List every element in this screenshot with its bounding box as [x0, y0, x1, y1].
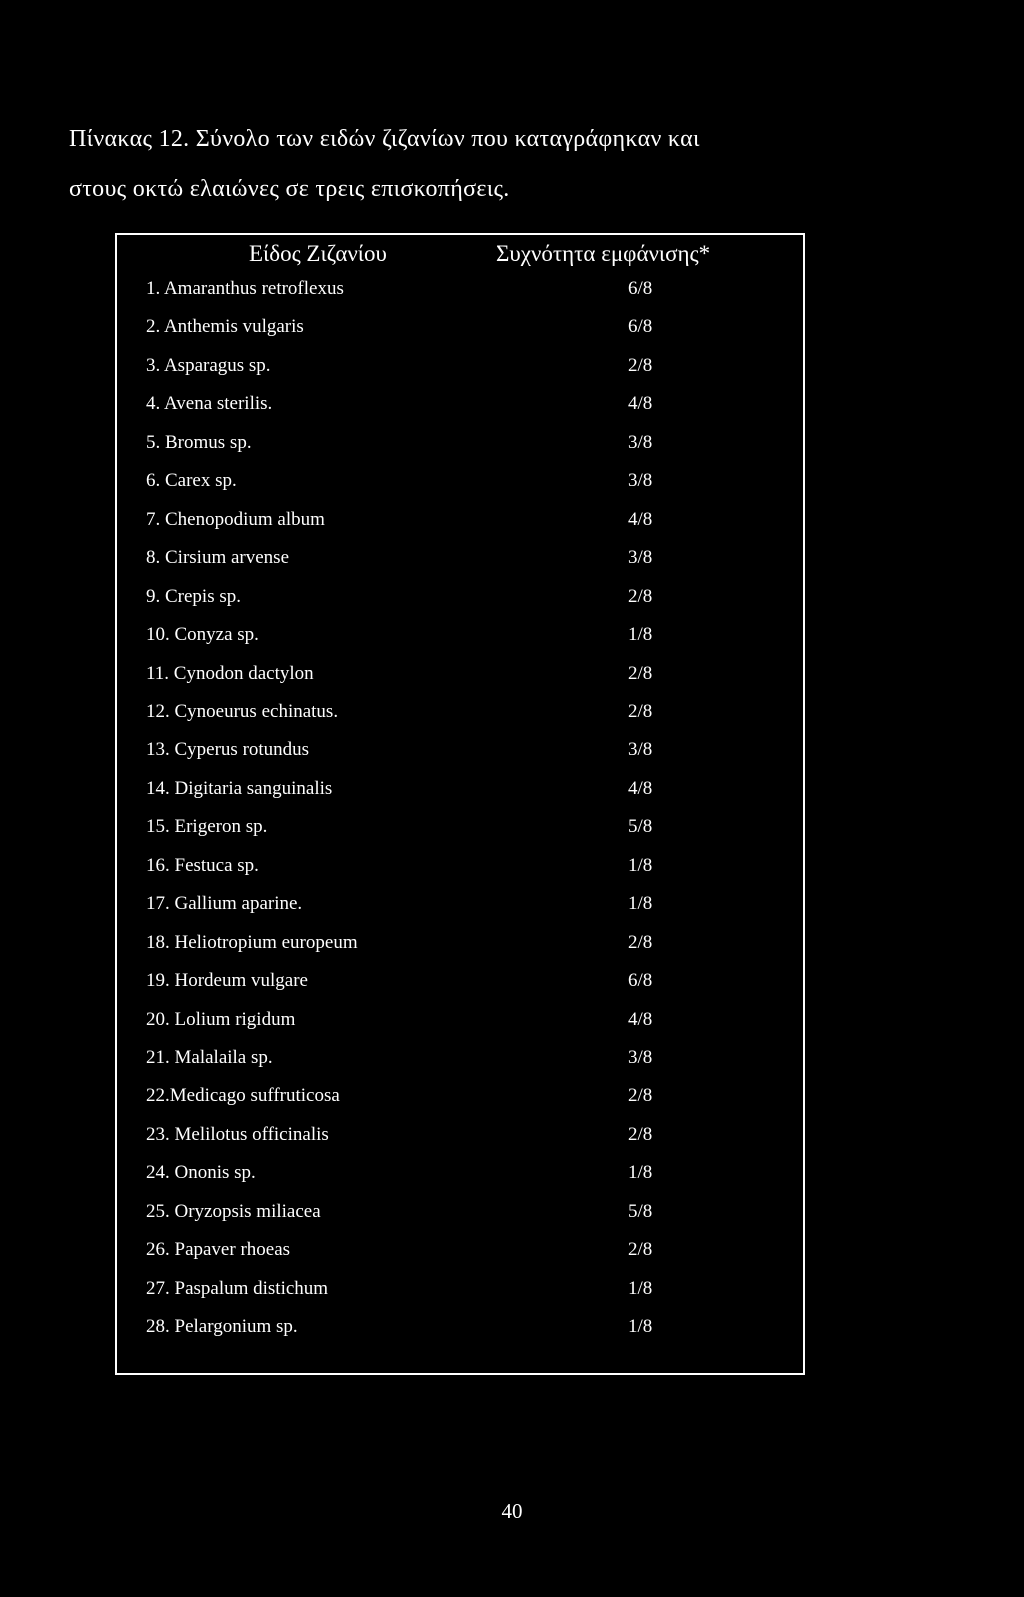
species-name: 2. Anthemis vulgaris: [146, 316, 304, 338]
table-row: [117, 1201, 803, 1239]
frequency-value: 1/8: [628, 1316, 653, 1338]
table-row: [117, 586, 803, 624]
species-name: 19. Hordeum vulgare: [146, 970, 308, 992]
frequency-value: 6/8: [628, 278, 653, 299]
species-name: 26. Papaver rhoeas: [146, 1239, 291, 1261]
frequency-value: 2/8: [628, 662, 653, 684]
species-name: 15. Erigeron sp.: [146, 816, 268, 838]
table-row: [117, 778, 803, 816]
frequency-value: 2/8: [628, 1239, 653, 1261]
table-row: [117, 970, 803, 1008]
species-name: 14. Digitaria sanguinalis: [146, 777, 333, 799]
frequency-value: 4/8: [628, 1008, 653, 1030]
species-name: 18. Heliotropium europeum: [146, 931, 358, 953]
table-row: [117, 893, 803, 931]
frequency-value: 3/8: [628, 1047, 653, 1068]
species-name: 27. Paspalum distichum: [146, 1277, 329, 1299]
table-caption-line-2: στους οκτώ ελαιώνες σε τρεις επισκοπήσεις.: [69, 176, 510, 202]
table-row: [117, 855, 803, 893]
species-name: 20. Lolium rigidum: [146, 1008, 296, 1030]
species-name: 6. Carex sp.: [146, 470, 237, 492]
table-row: [117, 470, 803, 508]
species-name: 8. Cirsium arvense: [146, 547, 290, 569]
frequency-value: 2/8: [628, 585, 653, 607]
species-name: 23. Melilotus officinalis: [146, 1123, 329, 1145]
frequency-value: 1/8: [628, 893, 653, 915]
frequency-value: 3/8: [628, 739, 653, 761]
species-name: 17. Gallium aparine.: [146, 893, 303, 915]
species-name: 3. Asparagus sp.: [146, 354, 271, 376]
species-name: 10. Conyza sp.: [146, 624, 259, 646]
table-row: [117, 1047, 803, 1085]
column-header-frequency: Συχνότητα εμφάνισης*: [496, 241, 711, 266]
column-header-species: Είδος Ζιζανίου: [249, 241, 387, 266]
frequency-value: 2/8: [628, 700, 653, 722]
frequency-value: 6/8: [628, 316, 653, 338]
frequency-value: 2/8: [628, 354, 653, 376]
frequency-value: 2/8: [628, 1085, 653, 1107]
species-name: 9. Crepis sp.: [146, 585, 241, 607]
frequency-value: 1/8: [628, 1162, 653, 1184]
table-row: [117, 701, 803, 739]
table-row: [117, 624, 803, 662]
table-row: [117, 1278, 803, 1316]
table-row: [117, 739, 803, 777]
frequency-value: 4/8: [628, 777, 653, 799]
frequency-value: 3/8: [628, 431, 653, 453]
species-name: 25. Oryzopsis miliacea: [146, 1200, 321, 1222]
table-row: [117, 278, 803, 316]
species-name: 13. Cyperus rotundus: [146, 739, 310, 761]
frequency-value: 3/8: [628, 470, 653, 492]
frequency-value: 1/8: [628, 624, 653, 646]
frequency-value: 5/8: [628, 1200, 653, 1222]
frequency-value: 4/8: [628, 393, 653, 415]
species-name: 4. Avena sterilis.: [146, 393, 273, 415]
table-row: [117, 932, 803, 970]
table-row: [117, 393, 803, 431]
table-row: [117, 1124, 803, 1162]
page-number: 40: [501, 1499, 523, 1523]
frequency-value: 5/8: [628, 816, 653, 838]
table-row: [117, 816, 803, 854]
table-row: [117, 316, 803, 354]
frequency-value: 2/8: [628, 931, 653, 953]
species-name: 28. Pelargonium sp.: [146, 1316, 298, 1338]
table-row: [117, 432, 803, 470]
frequency-value: 6/8: [628, 970, 653, 992]
table-row: [117, 547, 803, 585]
species-name: 24. Ononis sp.: [146, 1162, 256, 1184]
table-row: [117, 1085, 803, 1123]
species-name: 16. Festuca sp.: [146, 854, 259, 876]
weed-species-table: [115, 233, 805, 1375]
species-name: 12. Cynoeurus echinatus.: [146, 700, 339, 722]
table-row: [117, 1162, 803, 1200]
table-row: [117, 509, 803, 547]
species-name: 11. Cynodon dactylon: [146, 662, 314, 684]
species-name: 21. Malalaila sp.: [146, 1047, 273, 1068]
table-caption-line-1: Πίνακας 12. Σύνολο των ειδών ζιζανίων που καταγράφηκαν και: [69, 126, 700, 152]
species-name: 1. Amaranthus retroflexus: [146, 278, 344, 299]
frequency-value: 4/8: [628, 508, 653, 530]
table-row: [117, 1239, 803, 1277]
species-name: 5. Bromus sp.: [146, 431, 252, 453]
table-row: [117, 663, 803, 701]
species-name: 22.Medicago suffruticosa: [146, 1085, 340, 1107]
frequency-value: 2/8: [628, 1123, 653, 1145]
frequency-value: 1/8: [628, 1277, 653, 1299]
table-row: [117, 355, 803, 393]
table-row: [117, 1316, 803, 1354]
frequency-value: 1/8: [628, 854, 653, 876]
species-name: 7. Chenopodium album: [146, 508, 325, 530]
frequency-value: 3/8: [628, 547, 653, 569]
table-row: [117, 1009, 803, 1047]
